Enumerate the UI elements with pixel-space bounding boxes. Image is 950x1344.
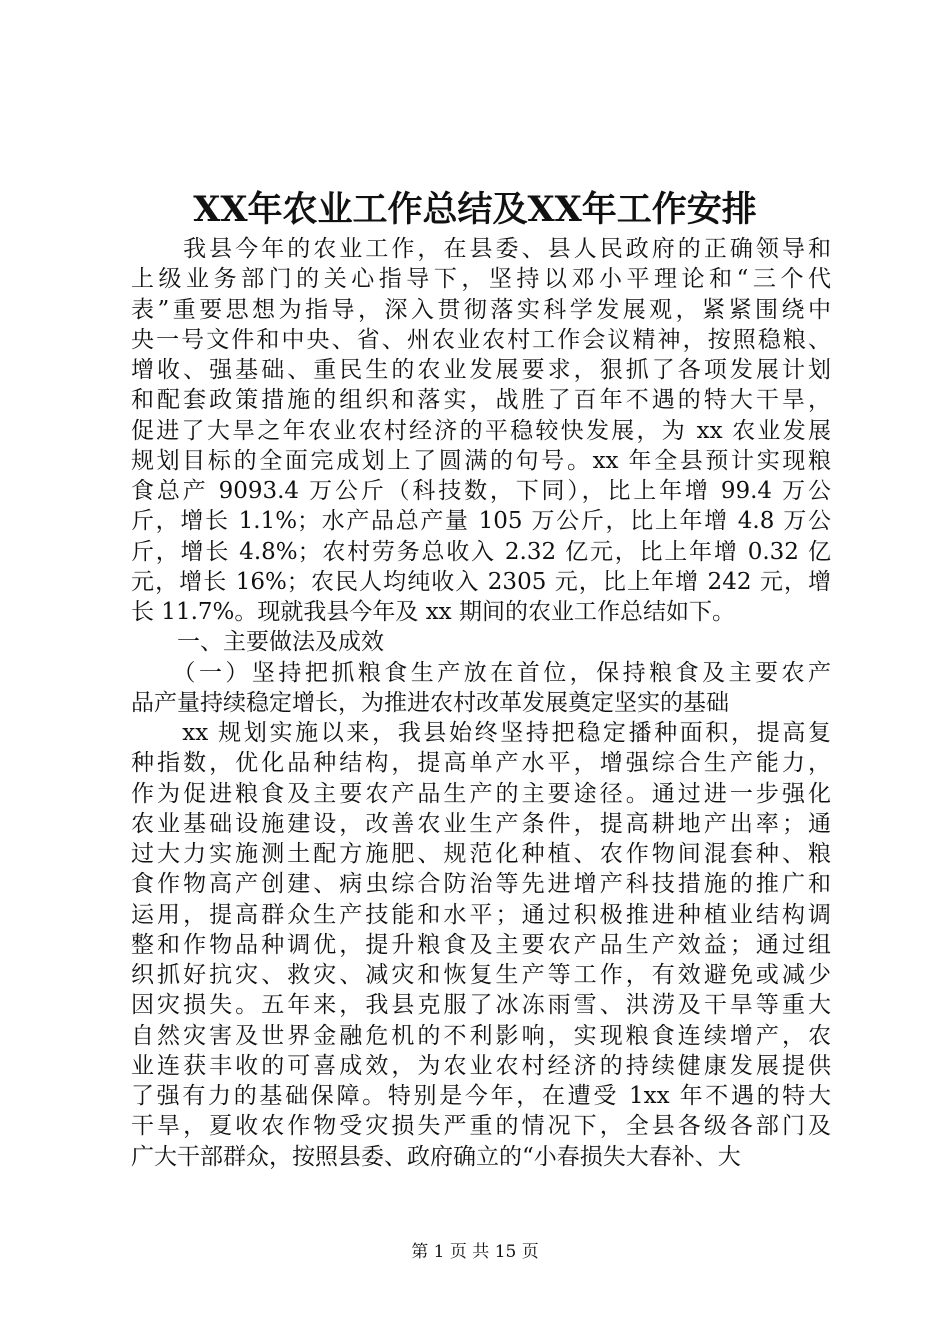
- body-text-line: 食总产 9093.4 万公斤（科技数，下同），比上年增 99.4 万公: [131, 478, 831, 504]
- body-text-line: 干旱，夏收农作物受灾损失严重的情况下，全县各级各部门及: [131, 1113, 831, 1140]
- body-text-line: 上级业务部门的关心指导下，坚持以邓小平理论和“三个代: [131, 266, 831, 293]
- body-text-line: 了强有力的基础保障。特别是今年，在遭受 1xx 年不遇的特大: [131, 1083, 831, 1109]
- body-text-line: 表”重要思想为指导，深入贯彻落实科学发展观，紧紧围绕中: [131, 296, 831, 323]
- body-text-line: 规划目标的全面完成划上了圆满的句号。xx 年全县预计实现粮: [131, 447, 831, 474]
- body-text-line: 织抓好抗灾、救灾、减灾和恢复生产等工作，有效避免或减少: [131, 962, 831, 988]
- body-text-line: 一、主要做法及成效: [131, 629, 384, 656]
- body-text-line: xx 规划实施以来，我县始终坚持把稳定播种面积，提高复: [131, 720, 831, 746]
- body-text-line: 增收、强基础、重民生的农业发展要求，狠抓了各项发展计划: [131, 357, 831, 383]
- body-text-line: 和配套政策措施的组织和落实，战胜了百年不遇的特大干旱，: [131, 387, 831, 414]
- body-text-line: 因灾损失。五年来，我县克服了冰冻雨雪、洪涝及干旱等重大: [131, 992, 831, 1019]
- document-title: XX年农业工作总结及XX年工作安排: [193, 189, 757, 230]
- body-text-line: 农业基础设施建设，改善农业生产条件，提高耕地产出率；通: [131, 810, 831, 837]
- body-text-line: 过大力实施测土配方施肥、规范化种植、农作物间混套种、粮: [131, 841, 831, 867]
- body-text-line: 整和作物品种调优，提升粮食及主要农产品生产效益；通过组: [131, 931, 831, 958]
- body-text-line: 品产量持续稳定增长，为推进农村改革发展奠定坚实的基础: [131, 689, 729, 716]
- page-footer: 第 1 页 共 15 页: [411, 1242, 539, 1262]
- body-text-line: 促进了大旱之年农业农村经济的平稳较快发展，为 xx 农业发展: [131, 417, 831, 444]
- body-text-line: 央一号文件和中央、省、州农业农村工作会议精神，按照稳粮、: [131, 326, 831, 353]
- body-text-line: 作为促进粮食及主要农产品生产的主要途径。通过进一步强化: [131, 780, 831, 807]
- body-text-line: （一）坚持把抓粮食生产放在首位，保持粮食及主要农产: [131, 659, 831, 686]
- body-text-line: 长 11.7%。现就我县今年及 xx 期间的农业工作总结如下。: [131, 599, 735, 625]
- body-text-line: 种指数，优化品种结构，提高单产水平，增强综合生产能力，: [131, 750, 831, 777]
- body-text-line: 食作物高产创建、病虫综合防治等先进增产科技措施的推广和: [131, 871, 831, 898]
- body-text-line: 元，增长 16%；农民人均纯收入 2305 元，比上年增 242 元，增: [131, 568, 831, 595]
- body-text-line: 广大干部群众，按照县委、政府确立的“小春损失大春补、大: [131, 1143, 741, 1170]
- body-text-line: 自然灾害及世界金融危机的不利影响，实现粮食连续增产，农: [131, 1022, 831, 1049]
- body-text-line: 斤，增长 1.1%；水产品总产量 105 万公斤，比上年增 4.8 万公: [131, 508, 831, 535]
- body-text-line: 斤，增长 4.8%；农村劳务总收入 2.32 亿元，比上年增 0.32 亿: [131, 538, 831, 565]
- body-text-line: 业连获丰收的可喜成效，为农业农村经济的持续健康发展提供: [131, 1052, 831, 1079]
- body-text-line: 我县今年的农业工作，在县委、县人民政府的正确领导和: [131, 236, 831, 262]
- body-text-line: 运用，提高群众生产技能和水平；通过积极推进种植业结构调: [131, 901, 831, 928]
